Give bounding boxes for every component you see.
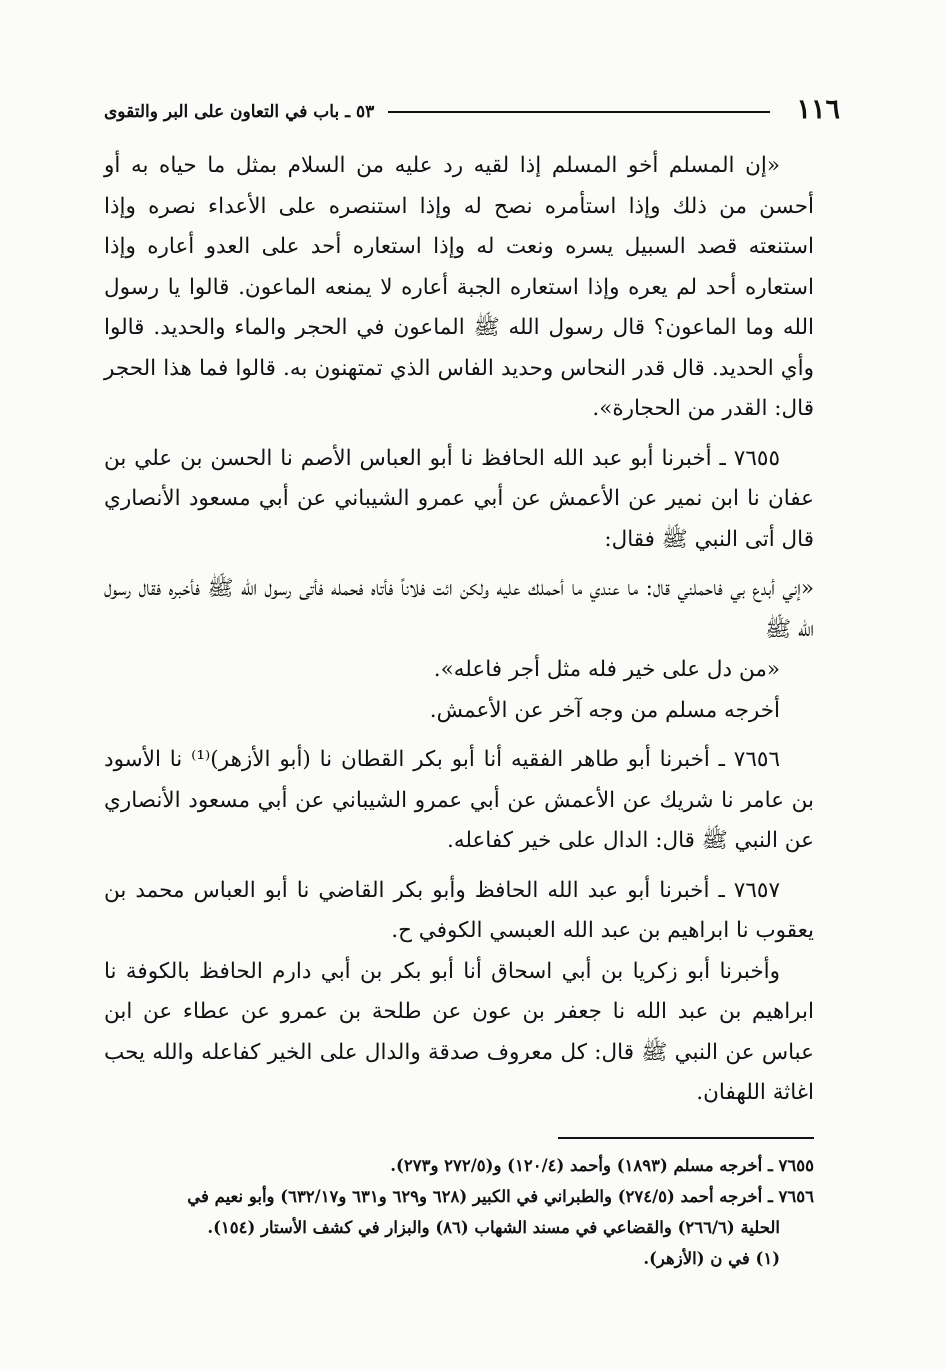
footnote-1: (١) في ن (الأزهر). <box>643 1249 780 1268</box>
paragraph-hadith-7657: ٧٦٥٧ ـ أخبرنا أبو عبد الله الحافظ وأبو بكر القاضي نا أبو العباس محمد بن يعقوب نا ابراهيم بن عبد الله العبسي الكوفي ح. <box>104 877 814 943</box>
footnote-7655: ٧٦٥٥ ـ أخرجه مسلم (١٨٩٣) وأحمد (١٢٠/٤) و(٢٧٢/٥ و٢٧٣). <box>390 1156 814 1175</box>
paragraph-second-chain: وأخبرنا أبو زكريا بن أبي اسحاق أنا أبو بكر بن أبي دارم الحافظ بالكوفة نا ابراهيم بن عبد الله نا جعفر بن عون عن طلحة بن عمرو عن عطاء عن ابن عباس عن النبي ﷺ قال: كل معروف صدقة والدال على الخير كفاعله والله يحب اغاثة اللهفان. <box>104 958 814 1105</box>
chapter-title: ٥٣ ـ باب في التعاون على البر والتقوى <box>104 102 375 122</box>
paragraph-quote: «إني أبدع بي فاحملني قال: ما عندي ما أحملك عليه ولكن ائت فلاناً فأتاه فحمله فأتى رسول الله ﷺ فأخبره فقال رسول الله ﷺ <box>104 576 814 642</box>
paragraph-takhrij: أخرجه مسلم من وجه آخر عن الأعمش. <box>429 697 780 723</box>
footnote-7656-continued: الحلية (٢٦٦/٦) والقضاعي في مسند الشهاب (٨٦) والبزار في كشف الأستار (١٥٤). <box>207 1218 780 1237</box>
footnote-7656: ٧٦٥٦ ـ أخرجه أحمد (٢٧٤/٥) والطبراني في الكبير (٦٢٨ و٦٢٩ و٦٣١ و٦٣٢/١٧) وأبو نعيم في <box>187 1187 814 1206</box>
page-number: ١١٦ <box>796 94 840 125</box>
running-header <box>104 92 840 132</box>
header-rule <box>388 111 770 113</box>
main-text <box>104 146 814 1123</box>
paragraph-hadith-7656: ٧٦٥٦ ـ أخبرنا أبو طاهر الفقيه أنا أبو بكر القطان نا (أبو الأزهر)⁽¹⁾ نا الأسود بن عامر نا شريك عن الأعمش عن أبي عمرو الشيباني عن أبي مسعود الأنصاري عن النبي ﷺ قال: الدال على خير كفاعله. <box>104 747 814 853</box>
paragraph-hadith-7655: ٧٦٥٥ ـ أخبرنا أبو عبد الله الحافظ نا أبو العباس الأصم نا الحسن بن علي بن عفان نا ابن نمير عن الأعمش عن أبي عمرو الشيباني عن أبي مسعود الأنصاري قال أتى النبي ﷺ فقال: <box>104 445 814 552</box>
footnotes <box>104 1150 814 1274</box>
footnote-separator <box>558 1137 814 1139</box>
paragraph-quote-ending: «من دل على خير فله مثل أجر فاعله». <box>433 657 780 682</box>
paragraph-1: «إن المسلم أخو المسلم إذا لقيه رد عليه من السلام بمثل ما حياه به أو أحسن من ذلك وإذا استأمره نصح له وإذا استنصره على الأعداء نصره وإذا استنعته قصد السبيل يسره ونعت له وإذا استعاره أحد على العدو أعاره وإذا استعاره أحد لم يعره وإذا استعاره الجبة أعاره لا يمنعه الماعون. قالوا يا رسول الله وما الماعون؟ قال رسول الله ﷺ الماعون في الحجر والماء والحديد. قالوا وأي الحديد. قال قدر النحاس وحديد الفاس الذي تمتهنون به. قالوا فما هذا الحجر قال: القدر من الحجارة». <box>104 153 814 421</box>
